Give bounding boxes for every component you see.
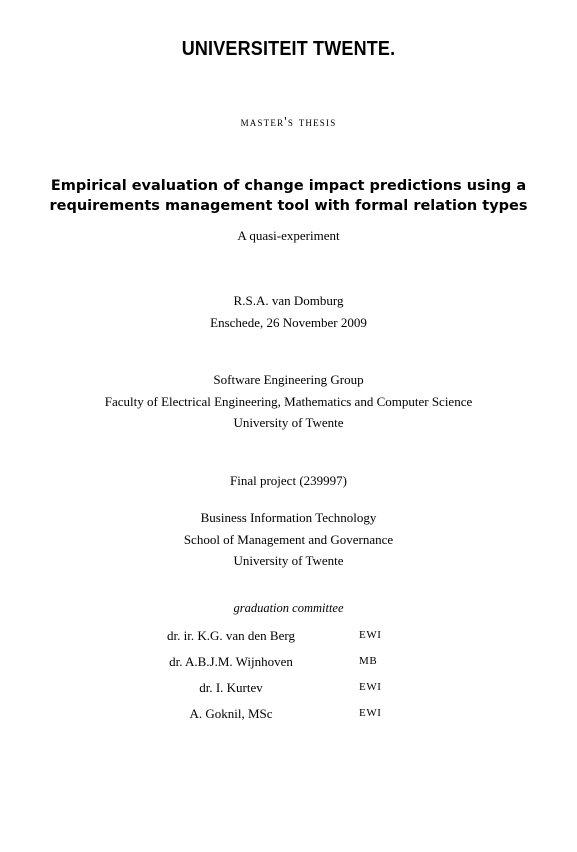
faculty-name: Faculty of Electrical Engineering, Mathematics and Computer Science: [104, 393, 473, 409]
member-name: A. Goknil, MSc: [189, 706, 273, 721]
author-name: R.S.A. van Domburg: [233, 293, 344, 308]
member-name: dr. I. Kurtev: [199, 680, 263, 695]
program-university: University of Twente: [233, 553, 344, 568]
committee-heading: graduation committee: [233, 601, 344, 615]
research-group-block: [0, 369, 577, 434]
thesis-title: Empirical evaluation of change impact predictions using a requirements management tool with formal relation types: [49, 178, 528, 214]
place-date: Enschede, 26 November 2009: [210, 314, 367, 330]
committee-member: [0, 654, 577, 680]
group-name: Software Engineering Group: [213, 372, 364, 387]
university-logo: UNIVERSITEIT TWENTE.: [181, 38, 396, 60]
member-department: EWI: [359, 629, 382, 641]
thesis-subtitle: A quasi-experiment: [237, 228, 340, 243]
program-block: [0, 507, 577, 572]
committee-member: [0, 706, 577, 732]
member-department: EWI: [359, 707, 382, 719]
committee-member: [0, 628, 577, 654]
member-name: dr. A.B.J.M. Wijnhoven: [169, 654, 293, 669]
member-department: EWI: [359, 681, 382, 693]
project-code: Final project (239997): [230, 473, 347, 488]
member-name: dr. ir. K.G. van den Berg: [167, 628, 295, 643]
group-university: University of Twente: [233, 415, 344, 430]
author-block: [0, 290, 577, 333]
school-name: School of Management and Governance: [183, 531, 394, 547]
program-name: Business Information Technology: [200, 510, 377, 525]
document-type: master's thesis: [240, 114, 337, 129]
committee-list: [0, 628, 577, 732]
committee-member: [0, 680, 577, 706]
member-department: MB: [359, 655, 378, 667]
